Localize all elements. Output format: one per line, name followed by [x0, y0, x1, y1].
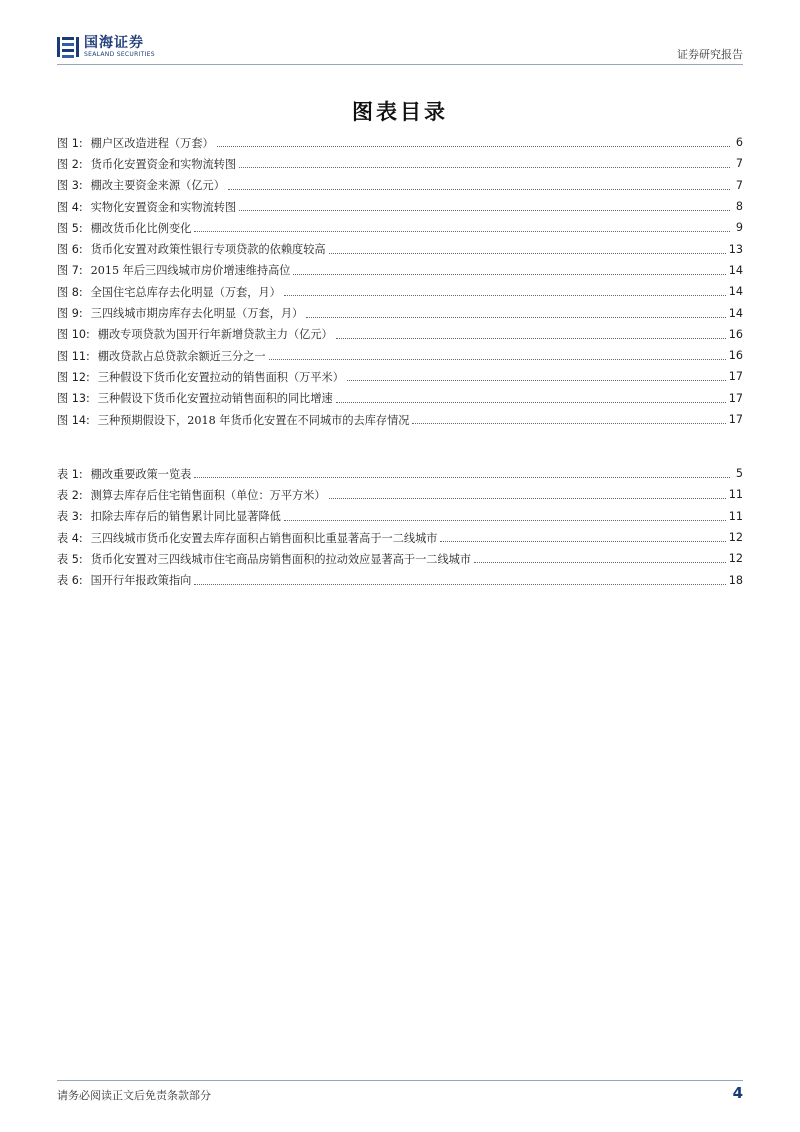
dot-leader	[269, 358, 726, 360]
header-divider	[57, 64, 743, 65]
entry-title: 棚改货币化比例变化	[90, 221, 192, 235]
entry-page-number: 17	[728, 413, 743, 426]
table-entry[interactable]	[57, 463, 743, 484]
table-entry[interactable]	[57, 569, 743, 590]
entry-page-number: 5	[735, 467, 743, 481]
dot-leader	[194, 230, 730, 232]
entry-title: 实物化安置资金和实物流转图	[90, 200, 237, 214]
entry-label: 图 12:	[57, 370, 90, 384]
entry-label: 表 2:	[57, 488, 83, 502]
entry-title: 棚改专项贷款为国开行年新增贷款主力（亿元）	[97, 328, 333, 342]
entry-page-number: 16	[728, 327, 743, 341]
entry-page-number: 17	[728, 391, 743, 405]
dot-leader	[239, 209, 730, 211]
entry-page-number: 17	[728, 370, 743, 384]
entry-title: 棚改贷款占总贷款余额近三分之一	[97, 349, 266, 363]
entry-page-number: 12	[728, 531, 743, 545]
entry-label: 图 7:	[57, 264, 83, 278]
page-header	[57, 32, 743, 64]
dot-leader	[194, 476, 730, 478]
entry-label: 图 3:	[57, 179, 83, 193]
entry-title: 货币化安置对三四线城市住宅商品房销售面积的拉动效应显著高于一二线城市	[90, 552, 472, 566]
figure-entry[interactable]	[57, 196, 743, 217]
entry-title: 棚改主要资金来源（亿元）	[90, 179, 225, 193]
entry-page-number: 14	[728, 285, 743, 299]
logo-cn: 国海证券	[84, 35, 144, 51]
dot-leader	[217, 145, 730, 147]
entry-label: 图 4:	[57, 200, 83, 214]
table-entry[interactable]	[57, 527, 743, 548]
page-title: 图表目录	[352, 99, 448, 124]
entry-title: 三种假设下货币化安置拉动销售面积的同比增速	[97, 392, 333, 406]
entry-label: 表 1:	[57, 467, 83, 481]
figure-entry[interactable]	[57, 153, 743, 174]
dot-leader	[228, 188, 730, 190]
figure-entry[interactable]	[57, 238, 743, 259]
entry-page-number: 11	[728, 509, 743, 523]
dot-leader	[347, 379, 726, 381]
logo-en: SEALAND SECURITIES	[84, 51, 155, 58]
entry-label: 图 10:	[57, 328, 90, 342]
entry-label: 图 2:	[57, 157, 83, 171]
entry-title: 三种假设下货币化安置拉动的销售面积（万平米）	[97, 370, 344, 384]
entry-title: 三四线城市期房库存去化明显（万套，月）	[90, 307, 304, 321]
entry-page-number: 7	[735, 178, 743, 192]
entry-title: 货币化安置对政策性银行专项贷款的依赖度较高	[90, 243, 326, 257]
dot-leader	[306, 316, 726, 318]
dot-leader	[440, 540, 725, 542]
entry-title: 扣除去库存后的销售累计同比显著降低	[90, 510, 281, 524]
entry-label: 图 8:	[57, 285, 83, 299]
table-entry[interactable]	[57, 506, 743, 527]
entry-label: 图 9:	[57, 307, 83, 321]
figure-entry[interactable]	[57, 324, 743, 345]
dot-leader	[329, 497, 726, 499]
entry-page-number: 7	[735, 157, 743, 171]
dot-leader	[412, 422, 725, 424]
entry-label: 表 3:	[57, 510, 83, 524]
entry-label: 表 6:	[57, 574, 83, 588]
report-type: 证券研究报告	[677, 48, 743, 61]
dot-leader	[284, 294, 726, 296]
dot-leader	[239, 166, 730, 168]
disclaimer-note: 请务必阅读正文后免责条款部分	[57, 1089, 211, 1102]
figure-entry[interactable]	[57, 345, 743, 366]
entry-title: 棚改重要政策一览表	[90, 467, 192, 481]
entry-label: 图 11:	[57, 349, 90, 363]
dot-leader	[194, 583, 725, 585]
entry-title: 国开行年报政策指向	[90, 574, 192, 588]
figure-entry[interactable]	[57, 302, 743, 323]
figure-entry[interactable]	[57, 366, 743, 387]
entry-page-number: 14	[728, 263, 743, 277]
dot-leader	[336, 337, 726, 339]
sealand-logo-icon	[57, 34, 79, 60]
entry-title: 全国住宅总库存去化明显（万套，月）	[90, 285, 281, 299]
entry-label: 图 6:	[57, 243, 83, 257]
entry-title: 棚户区改造进程（万套）	[90, 136, 214, 150]
figure-entry[interactable]	[57, 388, 743, 409]
page-number: 4	[732, 1084, 743, 1102]
entry-page-number: 9	[735, 221, 743, 235]
entry-page-number: 12	[728, 552, 743, 566]
entry-title: 2015 年后三四线城市房价增速维持高位	[90, 264, 291, 278]
figure-list	[57, 132, 743, 430]
dot-leader	[474, 561, 726, 563]
entry-page-number: 14	[728, 306, 743, 320]
entry-label: 表 5:	[57, 552, 83, 566]
entry-title: 货币化安置资金和实物流转图	[90, 157, 237, 171]
logo	[57, 34, 155, 60]
figure-entry[interactable]	[57, 132, 743, 153]
entry-page-number: 18	[728, 573, 743, 587]
entry-label: 图 13:	[57, 392, 90, 406]
entry-title: 测算去库存后住宅销售面积（单位：万平方米）	[90, 488, 326, 502]
entry-page-number: 16	[728, 349, 743, 363]
figure-entry[interactable]	[57, 175, 743, 196]
dot-leader	[284, 519, 726, 521]
dot-leader	[329, 252, 726, 254]
entry-label: 表 4:	[57, 531, 83, 545]
dot-leader	[293, 273, 725, 275]
dot-leader	[336, 401, 726, 403]
table-list	[57, 463, 743, 591]
footer-divider	[57, 1080, 743, 1081]
entry-label: 图 14:	[57, 413, 90, 427]
table-entry[interactable]	[57, 548, 743, 569]
entry-page-number: 13	[728, 242, 743, 256]
figure-entry[interactable]	[57, 409, 743, 430]
entry-page-number: 8	[735, 200, 743, 214]
entry-page-number: 6	[735, 136, 743, 150]
figure-entry[interactable]	[57, 281, 743, 302]
entry-label: 图 5:	[57, 221, 83, 235]
figure-entry[interactable]	[57, 260, 743, 281]
entry-label: 图 1:	[57, 136, 83, 150]
entry-title: 三四线城市货币化安置去库存面积占销售面积比重显著高于一二线城市	[90, 531, 438, 545]
table-entry[interactable]	[57, 484, 743, 505]
entry-title: 三种预期假设下，2018 年货币化安置在不同城市的去库存情况	[97, 413, 410, 427]
figure-entry[interactable]	[57, 217, 743, 238]
entry-page-number: 11	[728, 488, 743, 502]
